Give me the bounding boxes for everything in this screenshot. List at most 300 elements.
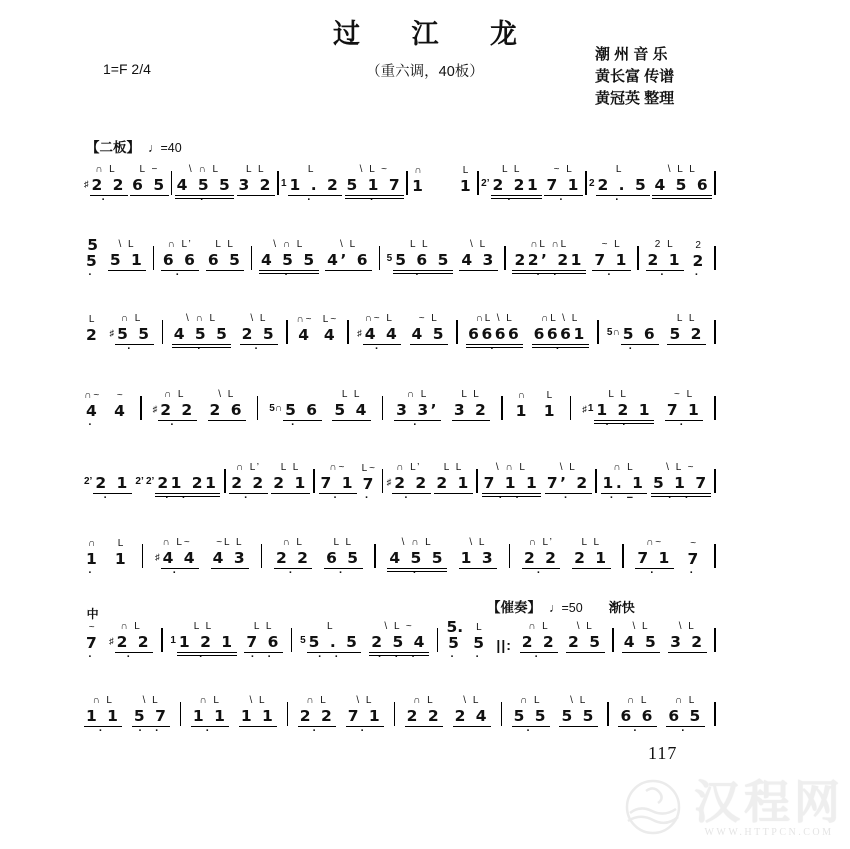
ornament-marks: L: [476, 622, 484, 634]
note-group: [512, 239, 585, 280]
octave-dots: ·: [633, 725, 643, 737]
note-line: [651, 475, 711, 494]
ornament-marks: L L: [215, 239, 235, 251]
note-group: [175, 164, 235, 205]
note-group: [691, 240, 708, 280]
ornament-marks: ~: [690, 538, 699, 550]
octave-dots: ·: [369, 194, 379, 206]
ornament-marks: ∩ L: [406, 389, 429, 401]
note-numbers: 7 6: [246, 633, 281, 652]
grace-notes: 5: [386, 253, 393, 264]
chord-upper-note: 5.: [446, 617, 464, 636]
note-numbers: 6666: [468, 325, 522, 344]
octave-dots: ·: [450, 651, 460, 663]
note-group: [665, 389, 703, 430]
note-numbers: 3 2: [453, 401, 489, 420]
ornament-marks: ∩ L: [282, 537, 304, 549]
barline: [585, 171, 587, 195]
octave-dots: · −: [609, 492, 639, 504]
watermark: [616, 773, 844, 843]
barline: [501, 396, 503, 420]
octave-dots: [581, 653, 589, 662]
note-group: [387, 239, 453, 280]
note-group: [572, 537, 610, 578]
ornament-marks: ~ L: [418, 313, 439, 325]
note-numbers: 2 2: [406, 707, 442, 726]
octave-dots: ·: [88, 567, 97, 579]
barline: [622, 544, 624, 568]
ornament-marks: ∩ L: [120, 313, 143, 325]
note-numbers: 2 2: [523, 549, 559, 568]
ornament-marks: ∩~: [296, 314, 314, 326]
barline: [277, 171, 279, 195]
octave-dots: ·: [88, 651, 97, 663]
ornament-marks: 2 L: [654, 239, 675, 251]
note-group: [191, 695, 229, 736]
note-group: [296, 314, 313, 354]
octave-dots: ·: [689, 567, 699, 579]
note-numbers: 4 5 5: [176, 176, 233, 195]
accidental-sign: ♯: [386, 477, 392, 487]
note-group: [153, 389, 197, 430]
ornament-marks: L~: [361, 463, 377, 475]
accidental-sign: ♯: [84, 179, 89, 189]
note-group: [259, 239, 319, 280]
octave-dots: ·: [175, 269, 185, 281]
note-line: [387, 550, 447, 569]
note-numbers: 6 6: [162, 251, 198, 270]
note-group: [458, 165, 475, 205]
note-numbers: 5 1: [109, 251, 145, 270]
note-numbers: 4: [323, 326, 338, 345]
note-numbers: 6 5: [668, 707, 703, 726]
note-group: [319, 462, 357, 503]
note-group: [532, 313, 589, 354]
note-numbers: 2 1: [647, 251, 682, 270]
octave-dots: ·: [681, 725, 690, 737]
grace-notes: 1: [587, 403, 594, 414]
ornament-marks: ∩ L’: [528, 537, 554, 549]
note-group: [601, 462, 648, 503]
score-row: [84, 678, 716, 736]
note-group: [170, 621, 236, 662]
octave-dots: ·: [413, 419, 422, 431]
ornament-marks: L L: [501, 164, 522, 176]
barline: [140, 396, 142, 420]
note-numbers: 6 5: [326, 549, 361, 568]
note-group: [269, 389, 321, 430]
subtitle-mode: （重六调，40板）: [366, 64, 484, 80]
barline: [286, 320, 288, 344]
ornament-marks: ∩ L: [528, 621, 550, 633]
note-group: [84, 164, 128, 205]
note-group: [244, 621, 282, 662]
ornament-marks: ∩: [517, 390, 527, 402]
ornament-marks: L L: [341, 389, 362, 401]
octave-dots: · ·: [605, 419, 631, 431]
note-line: [512, 252, 585, 271]
note-numbers: 22’ 21: [514, 251, 584, 270]
octave-dots: ·: [536, 567, 546, 579]
note-group: [481, 164, 542, 205]
note-numbers: 7 1: [666, 401, 702, 420]
ornament-marks: ∩ L’: [235, 462, 262, 474]
note-numbers: 7 1: [546, 176, 581, 195]
octave-dots: · ·: [165, 492, 191, 504]
note-numbers: 5: [448, 634, 462, 653]
barline: [570, 396, 572, 420]
octave-dots: ·: [415, 269, 425, 281]
ornament-marks: ~: [88, 622, 97, 634]
ornament-marks: ∩ L: [120, 621, 142, 633]
note-numbers: 4 5 5: [389, 549, 446, 568]
ornament-marks: \ ∩ L: [185, 313, 218, 325]
note-group: [514, 390, 531, 430]
ornament-marks: ∩: [88, 538, 98, 550]
barline: [714, 171, 716, 195]
accidental-sign: ♯: [155, 552, 160, 562]
note-group: [651, 462, 711, 503]
note-group: [298, 695, 336, 736]
octave-dots: ·: [103, 492, 113, 504]
ornament-marks: \ L: [218, 389, 236, 401]
grace-notes: 2’ 2’: [135, 476, 155, 487]
ornament-marks: L: [326, 621, 335, 633]
octave-dots: [450, 494, 458, 503]
chord-group: [446, 617, 464, 663]
barline: [406, 171, 408, 195]
octave-dots: [462, 196, 470, 205]
octave-dots: ·: [284, 269, 294, 281]
octave-dots: [683, 653, 691, 662]
note-numbers: 4 3: [461, 251, 496, 270]
octave-dots: · ·: [498, 492, 525, 504]
note-line: [175, 177, 235, 196]
octave-dots: [575, 727, 583, 736]
note-numbers: 7 1: [320, 474, 356, 493]
octave-dots: [118, 569, 126, 578]
ornament-marks: L −: [139, 164, 160, 176]
ornament-marks: 2: [695, 240, 703, 252]
octave-dots: ·: [307, 194, 316, 206]
accidental-sign: ♯: [582, 404, 587, 414]
note-numbers: 5 4: [334, 401, 369, 420]
ornament-marks: L: [462, 165, 471, 177]
section-erban-label: 【二板】: [86, 140, 140, 155]
ornament-marks: \ L ~: [384, 621, 414, 633]
note-numbers: 6 5: [207, 251, 243, 270]
note-numbers: 3 3’: [396, 401, 439, 420]
barline: [142, 544, 144, 568]
barline: [257, 396, 259, 420]
octave-dots: ·: [555, 343, 565, 355]
ornament-marks: \ L: [469, 537, 487, 549]
octave-dots: ·: [205, 725, 215, 737]
note-group: [274, 537, 312, 578]
note-numbers: 4 4: [364, 325, 400, 344]
octave-dots: [518, 421, 526, 430]
note-line: [369, 634, 429, 653]
octave-dots: ·: [244, 492, 253, 504]
section-cuizou-note: 渐快: [608, 600, 635, 615]
note-group: [618, 695, 656, 736]
note-numbers: 4 4: [162, 549, 198, 568]
note-line: [170, 634, 236, 653]
note-numbers: 2: [692, 252, 706, 271]
note-line: [135, 475, 220, 494]
grace-notes: 2: [588, 178, 595, 189]
octave-dots: ·: [404, 492, 414, 504]
ornament-marks: ~L L: [216, 537, 244, 549]
note-group: [589, 164, 650, 205]
note-numbers: 7 1: [637, 549, 672, 568]
note-numbers: 3 2: [670, 633, 705, 652]
ornament-marks: ∩L ∩L: [530, 239, 569, 251]
note-group: [332, 389, 370, 430]
note-numbers: 1 1: [192, 707, 228, 726]
barline: [714, 702, 716, 726]
grace-notes: 2’: [481, 178, 490, 189]
note-numbers: 7 1 1: [483, 474, 540, 493]
ornament-marks: \ L: [463, 695, 481, 707]
barline: [224, 469, 226, 493]
note-group: [652, 164, 712, 205]
octave-dots: ·: [360, 725, 370, 737]
note-group: [482, 462, 542, 503]
note-numbers: 2 2: [116, 633, 152, 652]
ornament-marks: L: [88, 314, 97, 326]
ornament-marks: \ L: [570, 695, 588, 707]
grace-notes: 5∩: [606, 327, 620, 338]
octave-dots: ·: [526, 725, 536, 737]
octave-dots: [254, 727, 262, 736]
octave-dots: ·: [412, 567, 422, 579]
ornament-marks: ~: [116, 390, 125, 402]
ornament-marks: ∩ L’: [396, 462, 422, 474]
barline: [171, 171, 173, 195]
note-numbers: 1: [86, 550, 100, 569]
credits-block: [595, 44, 674, 109]
barline: [313, 469, 315, 493]
chord-group: [84, 235, 101, 281]
score-row: [84, 520, 716, 578]
octave-dots: ·: [628, 343, 638, 355]
ornament-marks: ∩ L’: [167, 239, 193, 251]
note-group: [410, 313, 448, 354]
note-numbers: 6 5: [132, 176, 167, 195]
page-number: 117: [648, 743, 678, 763]
note-group: [281, 164, 342, 205]
octave-dots: [546, 421, 554, 430]
note-numbers: 1 1: [240, 707, 276, 726]
octave-dots: ·: [490, 343, 500, 355]
note-group: [369, 621, 429, 662]
note-group: [582, 389, 654, 430]
watermark-url: WWW.HTTPCN.COM: [704, 826, 834, 838]
octave-dots: · · ·: [378, 651, 421, 663]
note-numbers: 2 2: [394, 474, 429, 493]
note-group: [110, 313, 154, 354]
ornament-marks: L L: [581, 537, 602, 549]
note-group: [108, 239, 146, 280]
note-group: [345, 164, 405, 205]
octave-dots: · ·: [668, 492, 694, 504]
octave-dots: · ·: [250, 651, 277, 663]
barline: [509, 544, 511, 568]
octave-dots: ·: [475, 651, 485, 663]
ornament-marks: L L: [245, 164, 266, 176]
ornament-marks: L: [117, 538, 126, 550]
note-numbers: 4: [86, 402, 100, 421]
ornament-marks: \ ∩ L: [401, 537, 433, 549]
ornament-marks: ∩ L: [674, 695, 697, 707]
note-numbers: 6661: [533, 325, 587, 344]
note-group: [544, 164, 582, 205]
note-numbers: 5 7: [133, 707, 169, 726]
ornament-marks: ∩: [414, 165, 424, 177]
note-numbers: 7’ 2: [546, 474, 590, 493]
octave-dots: · ·: [536, 269, 562, 281]
note-group: [459, 537, 497, 578]
ornament-marks: ~ L: [601, 239, 622, 251]
octave-dots: [301, 345, 309, 354]
note-numbers: 1. 1: [602, 474, 646, 493]
ornament-marks: ∩L \ L: [475, 313, 514, 325]
barline: [287, 702, 289, 726]
ornament-marks: ∩ L: [199, 695, 221, 707]
note-group: [237, 164, 275, 205]
octave-dots: ·: [559, 194, 569, 206]
note-numbers: 1: [412, 177, 426, 196]
octave-dots: [221, 271, 229, 280]
ornament-marks: ∩ L: [413, 695, 435, 707]
ornament-marks: ∩~: [84, 390, 102, 402]
barline: [162, 320, 164, 344]
note-numbers: 5 6: [622, 325, 658, 344]
note-group: [161, 239, 199, 280]
position-label: 中: [86, 607, 99, 622]
barline: [504, 246, 506, 270]
ornament-marks: \ L: [142, 695, 160, 707]
ornament-marks: \ L: [250, 313, 268, 325]
note-line: [466, 326, 523, 345]
note-group: [84, 538, 101, 578]
note-numbers: 2 6: [209, 401, 244, 420]
note-group: [466, 313, 523, 354]
note-numbers: 5 2: [669, 325, 704, 344]
note-group: [357, 313, 401, 354]
barline: [501, 702, 503, 726]
ornament-marks: ∩L \ L: [541, 313, 580, 325]
note-group: [84, 314, 101, 354]
ornament-marks: \ ∩ L: [495, 462, 527, 474]
octave-dots: ·: [288, 567, 298, 579]
note-line: [345, 177, 405, 196]
note-numbers: 2 2: [91, 176, 126, 195]
barline: [456, 320, 458, 344]
octave-dots: ·: [534, 651, 544, 663]
note-line: [481, 177, 542, 196]
octave-dots: [89, 345, 97, 354]
ornament-marks: \ L: [356, 695, 374, 707]
octave-dots: [683, 345, 691, 354]
note-group: [394, 389, 441, 430]
note-numbers: 1: [515, 402, 529, 421]
octave-dots: ·: [127, 343, 136, 355]
note-group: [84, 695, 122, 736]
note-numbers: 2 2: [160, 401, 195, 420]
barline: [595, 469, 597, 493]
ornament-marks: ∩~: [329, 462, 347, 474]
barline: [714, 544, 716, 568]
note-group: [322, 314, 339, 354]
barline: [477, 171, 479, 195]
ornament-marks: \ L: [559, 462, 577, 474]
ornament-marks: ∩ L: [520, 695, 542, 707]
octave-dots: ·: [172, 567, 182, 579]
ornament-marks: ∩ L: [306, 695, 328, 707]
note-group: [172, 313, 232, 354]
watermark-name: 汉程网: [694, 776, 844, 829]
note-numbers: 21 21: [157, 474, 219, 493]
note-group: [211, 537, 249, 578]
ornament-marks: L L: [253, 621, 274, 633]
ornament-marks: \ L: [470, 239, 488, 251]
note-numbers: 5: [473, 634, 487, 653]
barline: [291, 628, 293, 652]
octave-dots: ·: [200, 194, 209, 206]
note-numbers: 5 1 7: [653, 474, 709, 493]
ornament-marks: L L: [280, 462, 301, 474]
note-line: [387, 252, 453, 271]
octave-dots: ·: [170, 419, 180, 431]
octave-dots: [637, 653, 645, 662]
note-numbers: 5 1 7: [346, 176, 403, 195]
note-numbers: 5 5: [513, 707, 549, 726]
note-numbers: 2 2: [275, 549, 311, 568]
note-numbers: 5 6 5: [395, 251, 451, 270]
note-group: [239, 695, 277, 736]
ornament-marks: ∩ L: [613, 462, 635, 474]
octave-dots: ·: [101, 194, 111, 206]
octave-dots: ·: [338, 567, 348, 579]
note-numbers: 4 5: [623, 633, 659, 652]
grace-notes: 5: [300, 635, 306, 646]
note-numbers: 7: [86, 634, 100, 653]
note-numbers: 7: [687, 550, 701, 569]
repeat-sign: ||:: [496, 637, 512, 653]
ornament-marks: \ L: [340, 239, 358, 251]
ornament-marks: \ L: [249, 695, 267, 707]
note-numbers: 5: [86, 252, 100, 271]
note-numbers: 6 6: [620, 707, 655, 726]
note-numbers: 5 6: [285, 401, 320, 420]
barline: [379, 246, 381, 270]
note-numbers: 2 1: [574, 549, 609, 568]
octave-dots: ·: [507, 194, 517, 206]
octave-dots: [117, 421, 125, 430]
ornament-marks: ∩~: [646, 537, 664, 549]
barline: [476, 469, 478, 493]
barline: [382, 469, 384, 493]
octave-dots: ·: [660, 269, 670, 281]
note-line: [532, 326, 589, 345]
ornament-marks: ∩ L~: [162, 537, 192, 549]
note-numbers: 3 2: [238, 176, 273, 195]
octave-dots: · ·: [138, 725, 164, 737]
barline: [180, 702, 182, 726]
octave-dots: [123, 271, 131, 280]
